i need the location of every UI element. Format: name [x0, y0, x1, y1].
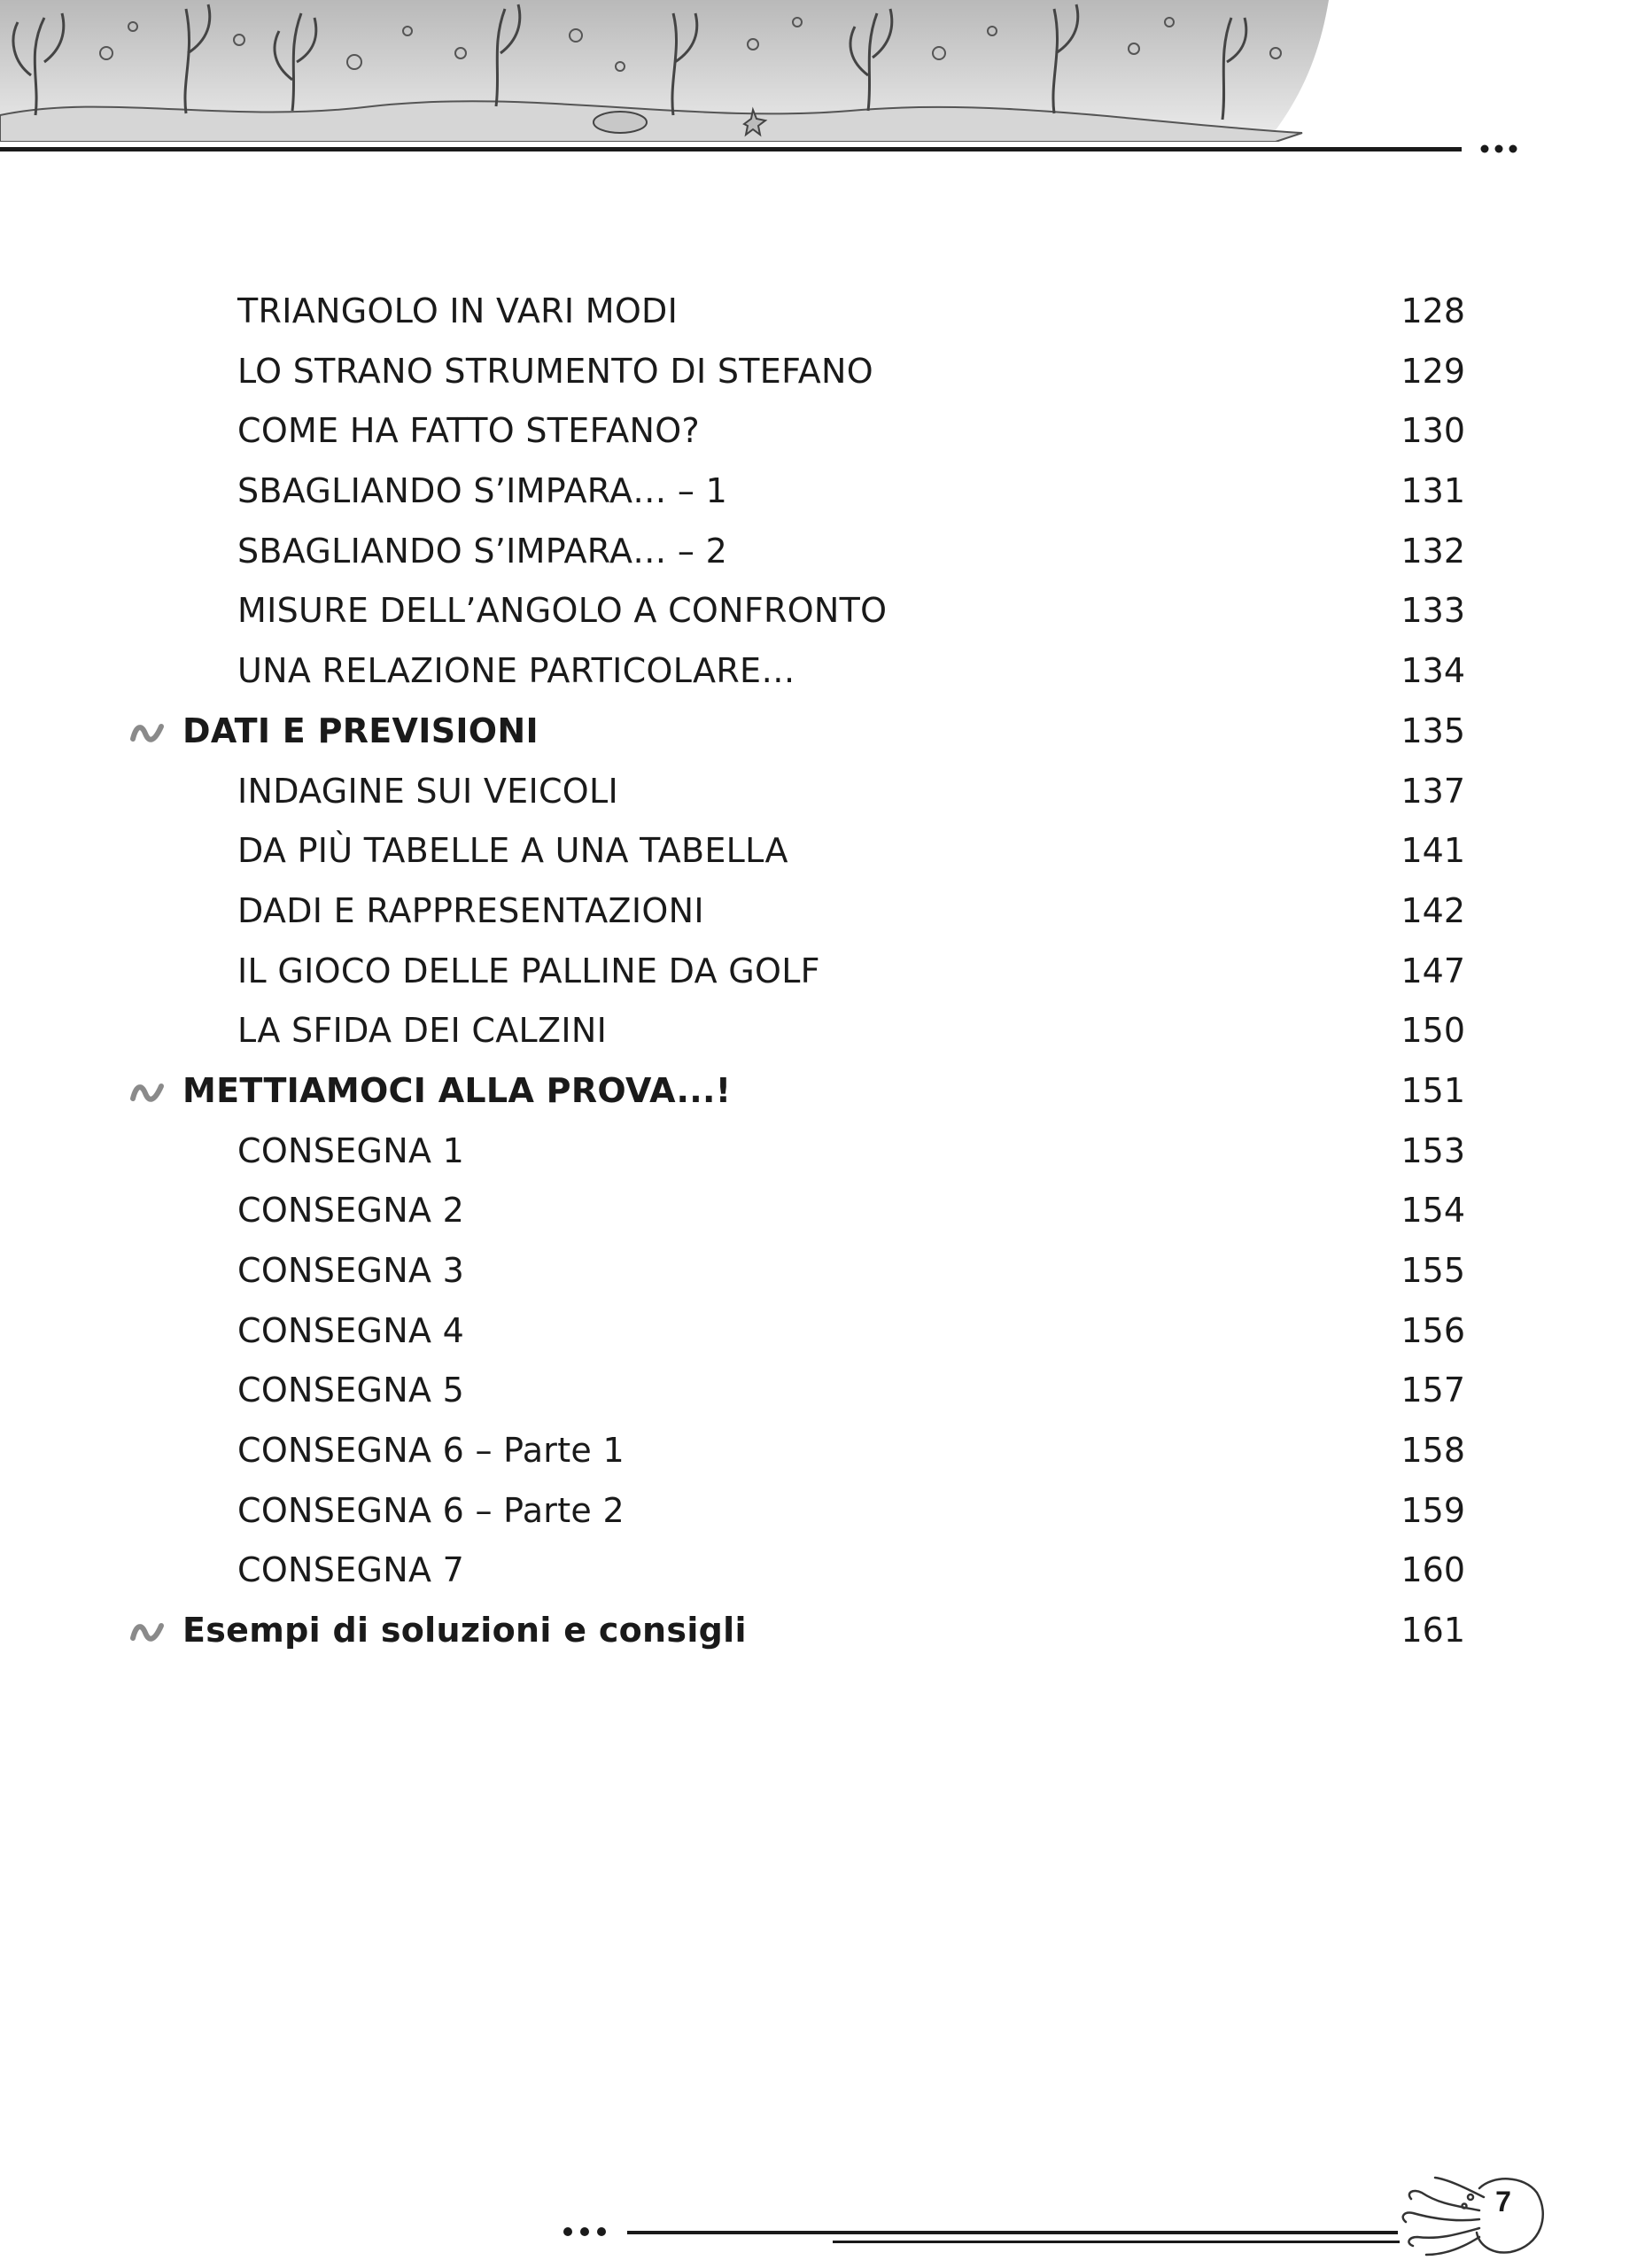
- toc-entry-title: LO STRANO STRUMENTO DI STEFANO: [237, 351, 873, 391]
- toc-entry-title: CONSEGNA 1: [237, 1130, 465, 1170]
- toc-entry-row[interactable]: [0, 1421, 1645, 1481]
- toc-entry-title: DADI E RAPPRESENTAZIONI: [237, 890, 704, 930]
- toc-entry-row[interactable]: [0, 1181, 1645, 1241]
- toc-entry-title: SBAGLIANDO S’IMPARA… – 2: [237, 531, 728, 571]
- header-rule: [0, 147, 1462, 151]
- toc-entry-row[interactable]: [0, 821, 1645, 882]
- toc-entry-title: CONSEGNA 6 – Parte 2: [237, 1490, 625, 1530]
- toc-page-number: 141: [1401, 831, 1465, 871]
- toc-page-number: 156: [1401, 1310, 1465, 1350]
- toc-page-number: 130: [1401, 411, 1465, 451]
- toc-entry-row[interactable]: [0, 942, 1645, 1002]
- toc-entry-title: INDAGINE SUI VEICOLI: [237, 771, 618, 811]
- toc-entry-row[interactable]: [0, 1481, 1645, 1542]
- toc-entry-row[interactable]: [0, 1361, 1645, 1421]
- toc-page-number: 154: [1401, 1191, 1465, 1231]
- wave-icon: [129, 1081, 165, 1104]
- footer-rule: [833, 2241, 1400, 2243]
- toc-entry-title: METTIAMOCI ALLA PROVA...!: [182, 1070, 732, 1110]
- table-of-contents: [0, 282, 1645, 1661]
- toc-page-number: 150: [1401, 1011, 1465, 1051]
- toc-entry-title: CONSEGNA 5: [237, 1371, 465, 1410]
- wave-icon: [129, 1620, 165, 1643]
- ellipsis-icon: [560, 2224, 613, 2240]
- toc-page-number: 158: [1401, 1431, 1465, 1471]
- toc-entry-title: CONSEGNA 2: [237, 1191, 465, 1231]
- toc-entry-row[interactable]: [0, 581, 1645, 641]
- toc-page-number: 160: [1401, 1550, 1465, 1590]
- toc-page-number: 135: [1401, 711, 1465, 750]
- toc-entry-title: DA PIÙ TABELLE A UNA TABELLA: [237, 831, 788, 871]
- toc-page-number: 129: [1401, 351, 1465, 391]
- seabed-illustration: [0, 0, 1346, 142]
- toc-entry-title: Esempi di soluzioni e consigli: [182, 1611, 747, 1651]
- toc-entry-row[interactable]: [0, 762, 1645, 822]
- toc-entry-row[interactable]: [0, 1241, 1645, 1301]
- toc-entry-row[interactable]: [0, 342, 1645, 402]
- toc-entry-title: IL GIOCO DELLE PALLINE DA GOLF: [237, 951, 820, 990]
- toc-entry-title: MISURE DELL’ANGOLO A CONFRONTO: [237, 591, 888, 631]
- toc-entry-row[interactable]: [0, 1122, 1645, 1182]
- toc-page-number: 132: [1401, 531, 1465, 571]
- toc-entry-title: CONSEGNA 4: [237, 1310, 465, 1350]
- toc-entry-title: CONSEGNA 3: [237, 1251, 465, 1290]
- toc-page-number: 147: [1401, 951, 1465, 990]
- toc-entry-title: UNA RELAZIONE PARTICOLARE…: [237, 651, 795, 691]
- ellipsis-icon: [1478, 140, 1522, 158]
- toc-page-number: 142: [1401, 890, 1465, 930]
- toc-section-row[interactable]: [0, 702, 1645, 762]
- toc-page-number: 134: [1401, 651, 1465, 691]
- footer-rule: [627, 2231, 1398, 2234]
- toc-section-row[interactable]: [0, 1061, 1645, 1122]
- toc-entry-title: CONSEGNA 6 – Parte 1: [237, 1431, 625, 1471]
- toc-entry-row[interactable]: [0, 401, 1645, 462]
- toc-page-number: 137: [1401, 771, 1465, 811]
- toc-entry-row[interactable]: [0, 462, 1645, 522]
- toc-page-number: 157: [1401, 1371, 1465, 1410]
- toc-entry-row[interactable]: [0, 641, 1645, 702]
- toc-entry-title: COME HA FATTO STEFANO?: [237, 411, 700, 451]
- toc-entry-row[interactable]: [0, 1301, 1645, 1362]
- toc-entry-title: SBAGLIANDO S’IMPARA… – 1: [237, 471, 728, 511]
- toc-entry-row[interactable]: [0, 522, 1645, 582]
- toc-entry-row[interactable]: [0, 882, 1645, 942]
- wave-icon: [129, 721, 165, 744]
- toc-entry-title: LA SFIDA DEI CALZINI: [237, 1011, 608, 1051]
- toc-page-number: 159: [1401, 1490, 1465, 1530]
- toc-page-number: 151: [1401, 1070, 1465, 1110]
- toc-page-number: 133: [1401, 591, 1465, 631]
- toc-page-number: 131: [1401, 471, 1465, 511]
- octopus-icon: [1395, 2171, 1550, 2259]
- toc-entry-title: CONSEGNA 7: [237, 1550, 465, 1590]
- toc-entry-title: TRIANGOLO IN VARI MODI: [237, 291, 679, 330]
- toc-page-number: 128: [1401, 291, 1465, 330]
- toc-page-number: 155: [1401, 1251, 1465, 1290]
- toc-page-number: 161: [1401, 1611, 1465, 1651]
- toc-entry-row[interactable]: [0, 282, 1645, 342]
- toc-entry-title: DATI E PREVISIONI: [182, 711, 539, 750]
- toc-entry-row[interactable]: [0, 1001, 1645, 1061]
- toc-entry-row[interactable]: [0, 1541, 1645, 1601]
- page-number: 7: [1495, 2186, 1511, 2218]
- toc-page-number: 153: [1401, 1130, 1465, 1170]
- toc-section-row[interactable]: [0, 1601, 1645, 1661]
